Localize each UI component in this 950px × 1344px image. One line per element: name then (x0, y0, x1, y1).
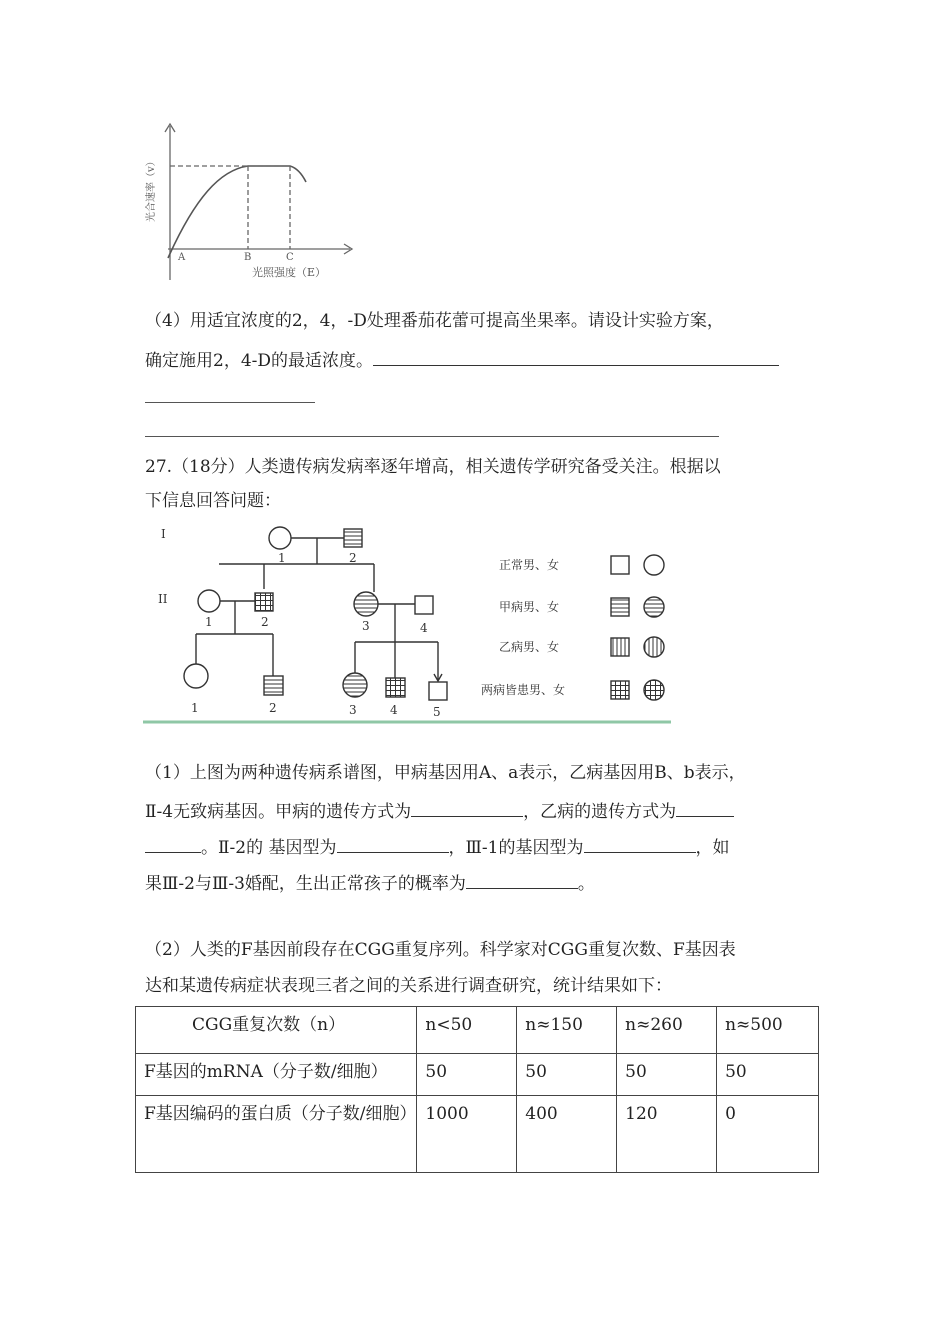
legend-yi-female-symbol (644, 637, 664, 657)
table-header-cell: n≈150 (517, 1007, 617, 1054)
gen-label-II: II (158, 592, 168, 606)
table-row (136, 1054, 819, 1096)
table-header-cell: n≈260 (617, 1007, 717, 1054)
table-cell: 50 (717, 1054, 819, 1096)
light-rate-graph (140, 118, 370, 288)
legend-normal: 正常男、女 (499, 558, 560, 572)
rate-curve (168, 166, 306, 258)
label-I1: 1 (278, 551, 286, 565)
table-cell: 400 (517, 1096, 617, 1173)
table-header-cell: CGG重复次数（n） (136, 1007, 417, 1054)
answer-blank-yi-mode-cont[interactable] (145, 836, 201, 853)
legend-both-male-symbol (611, 681, 629, 699)
table-header-cell: n<50 (417, 1007, 517, 1054)
p1-line3-b: ，Ⅲ-1的基因型为 (448, 838, 584, 858)
II2-both-male (255, 593, 273, 611)
legend-jia-female-symbol (644, 597, 664, 617)
pedigree-chart (143, 518, 673, 728)
q27-line2: 下信息回答问题： (145, 491, 281, 511)
p1-line4-b: 。 (577, 874, 595, 894)
p1-line4-a: 果Ⅲ-2与Ⅲ-3婚配，生出正常孩子的概率为 (145, 874, 466, 894)
legend-normal-male-symbol (611, 556, 629, 574)
label-III4: 4 (390, 703, 398, 717)
q27-line1: 27.（18分）人类遗传病发病率逐年增高，相关遗传学研究备受关注。根据以 (145, 457, 721, 477)
table-cell: 120 (617, 1096, 717, 1173)
q4-line2 (145, 349, 779, 371)
label-II2: 2 (261, 615, 269, 629)
answer-blank-II2-genotype[interactable] (337, 836, 449, 853)
table-row (136, 1096, 819, 1173)
q4-line2-text: 确定施用2，4-D的最适浓度。 (145, 351, 374, 371)
label-I2: 2 (349, 551, 357, 565)
III4-both-male (386, 678, 405, 697)
label-III5: 5 (433, 705, 441, 719)
label-II3: 3 (362, 619, 370, 633)
label-III1: 1 (191, 701, 199, 715)
III2-jia-male (264, 676, 283, 695)
II3-jia-female (354, 592, 378, 616)
q4-line1: （4）用适宜浓度的2，4，-D处理番茄花蕾可提高坐果率。请设计实验方案， (145, 311, 724, 331)
legend-jia-male-symbol (611, 598, 629, 616)
table-header-cell: n≈500 (717, 1007, 819, 1054)
p1-line2-a: Ⅱ-4无致病基因。甲病的遗传方式为 (145, 802, 412, 822)
answer-line-q4-3[interactable] (145, 436, 719, 437)
p1-line4 (145, 872, 595, 894)
table-cell: 50 (417, 1054, 517, 1096)
label-II1: 1 (205, 615, 213, 629)
p1-line1: （1）上图为两种遗传病系谱图，甲病基因用A、a表示，乙病基因用B、b表示， (145, 763, 746, 783)
I2-jia-male (344, 529, 362, 547)
p1-line2-b: ，乙病的遗传方式为 (523, 802, 677, 822)
gen-label-I: I (161, 527, 166, 541)
legend-normal-female-symbol (644, 555, 664, 575)
p2-line1: （2）人类的F基因前段存在CGG重复序列。科学家对CGG重复次数、F基因表 (145, 940, 736, 960)
answer-blank-jia-mode[interactable] (411, 800, 523, 817)
III5-normal-male (429, 682, 447, 700)
label-III2: 2 (269, 701, 277, 715)
legend-jia: 甲病男、女 (499, 600, 560, 614)
legend-both-female-symbol (644, 680, 664, 700)
table-cell: 0 (717, 1096, 819, 1173)
answer-blank-yi-mode[interactable] (676, 800, 734, 817)
answer-blank-q4[interactable] (373, 349, 779, 366)
cgg-data-table (135, 1006, 819, 1173)
table-cell: 50 (617, 1054, 717, 1096)
answer-blank-probability[interactable] (466, 872, 578, 889)
p2-line2: 达和某遗传病症状表现三者之间的关系进行调查研究，统计结果如下： (145, 976, 672, 996)
table-cell: 1000 (417, 1096, 517, 1173)
graph-ylabel: 光合速率（v） (146, 156, 157, 222)
table-cell: 50 (517, 1054, 617, 1096)
legend-yi-male-symbol (611, 638, 629, 656)
tick-b: B (244, 252, 252, 263)
III1-normal-female (184, 664, 208, 688)
legend-both: 两病皆患男、女 (481, 683, 566, 697)
p1-line3-a: 。Ⅱ-2的 基因型为 (201, 838, 337, 858)
label-III3: 3 (349, 703, 357, 717)
table-cell: F基因编码的蛋白质（分子数/细胞） (136, 1096, 417, 1173)
legend-yi: 乙病男、女 (499, 640, 560, 654)
table-header-row (136, 1007, 819, 1054)
label-II4: 4 (420, 621, 428, 635)
table-cell: F基因的mRNA（分子数/细胞） (136, 1054, 417, 1096)
p1-line3-c: ，如 (695, 838, 730, 858)
graph-xlabel: 光照强度（E） (252, 266, 327, 279)
II4-normal-male (415, 596, 433, 614)
tick-c: C (286, 252, 294, 263)
I1-normal-female (269, 527, 291, 549)
p1-line2 (145, 800, 734, 822)
p1-line3 (145, 836, 730, 858)
II1-normal-female (198, 590, 220, 612)
answer-line-q4-2[interactable] (145, 402, 315, 403)
III3-jia-female (343, 673, 367, 697)
answer-blank-III1-genotype[interactable] (584, 836, 696, 853)
tick-a: A (178, 252, 186, 263)
